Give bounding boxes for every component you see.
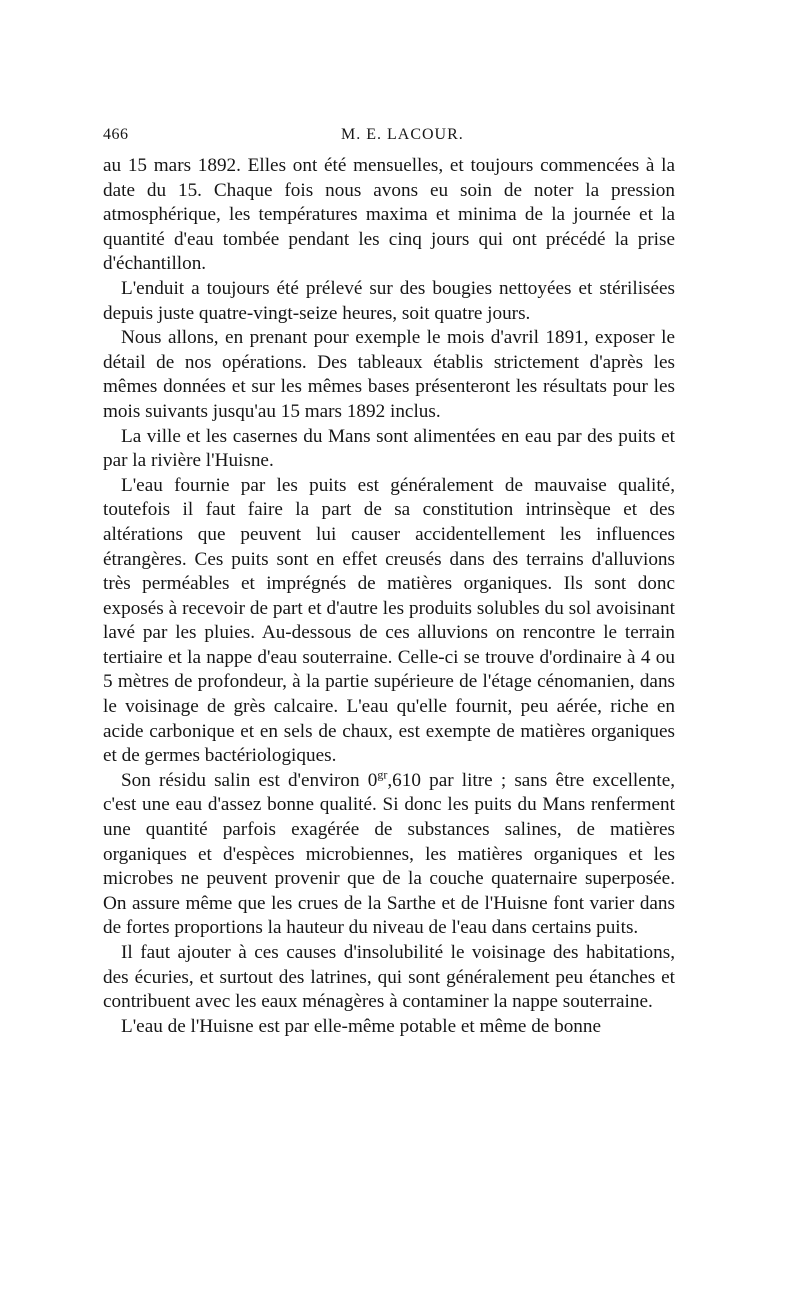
paragraph-exemple-avril: Nous allons, en prenant pour exemple le mois d'avril 1891, exposer le détail de nos opérations. Des tableaux établis strictement d'après les mêmes données et sur les mêmes bases présenteront les résultats pour les mois suivants jusqu'au 15 mars 1892 inclus. bbox=[103, 327, 675, 422]
paragraph-alimentation: La ville et les casernes du Mans sont alimentées en eau par des puits et par la rivière l'Huisne. bbox=[103, 425, 675, 472]
paragraph-insolubilite: Il faut ajouter à ces causes d'insolubilité le voisinage des habitations, des écuries, et surtout des latrines, qui sont généralement peu étanches et contribuent avec les eaux ménagères à contaminer la nappe souterraine. bbox=[103, 942, 675, 1013]
paragraph-enduit: L'enduit a toujours été prélevé sur des bougies nettoyées et stérilisées depuis juste quatre-vingt-seize heures, soit quatre jours. bbox=[103, 277, 675, 324]
paragraph-huisne: L'eau de l'Huisne est par elle-même potable et même de bonne bbox=[121, 1015, 602, 1037]
residu-text-after: ,610 par litre ; sans être excellente, c'est une eau d'assez bonne qualité. Si donc les puits du Mans renferment une quantité parfois exagérée de substances salines, de matières organiques et d'espèces microbiennes, les matières organiques et les microbes ne peuvent provenir que de la couche quaternaire superposée. On assure même que les crues de la Sarthe et de l'Huisne font varier dans de fortes proportions la hauteur du niveau de l'eau dans certains puits. bbox=[103, 769, 676, 939]
page-header bbox=[103, 122, 675, 152]
paragraph-eau-des-puits: L'eau fournie par les puits est généralement de mauvaise qualité, toutefois il faut faire la part de sa constitution intrinsèque et des altérations que peuvent lui causer accidentellement les influences étrangères. Ces puits sont en effet creusés dans des terrains d'alluvions très perméables et imprégnés de matières organiques. Ils sont donc exposés à recevoir de part et d'autre les produits solubles du sol avoisinant lavé par les pluies. Au-dessous de ces alluvions on rencontre le terrain tertiaire et la nappe d'eau souterraine. Celle-ci se trouve d'ordinaire à 4 ou 5 mètres de profondeur, à la partie supérieure de l'étage cénomanien, dans le voisinage de grès calcaire. L'eau qu'elle fournit, peu aérée, riche en acide carbonique et en sels de chaux, est exempte de matières organiques et de germes bactériologiques. bbox=[103, 474, 675, 767]
paragraph-residu-salin bbox=[103, 769, 675, 941]
body-text bbox=[103, 154, 675, 1039]
running-head: M. E. LACOUR. bbox=[341, 126, 464, 143]
book-page bbox=[103, 122, 675, 1039]
unit-superscript: gr bbox=[377, 767, 388, 782]
residu-text-before: Son résidu salin est d'environ 0 bbox=[121, 769, 378, 791]
page-number: 466 bbox=[103, 126, 129, 143]
paragraph-continuation: au 15 mars 1892. Elles ont été mensuelles, et toujours commencées à la date du 15. Chaque fois nous avons eu soin de noter la pression atmosphérique, les températures maxima et minima de la journée et la quantité d'eau tombée pendant les cinq jours qui ont précédé la prise d'échantillon. bbox=[103, 155, 675, 275]
